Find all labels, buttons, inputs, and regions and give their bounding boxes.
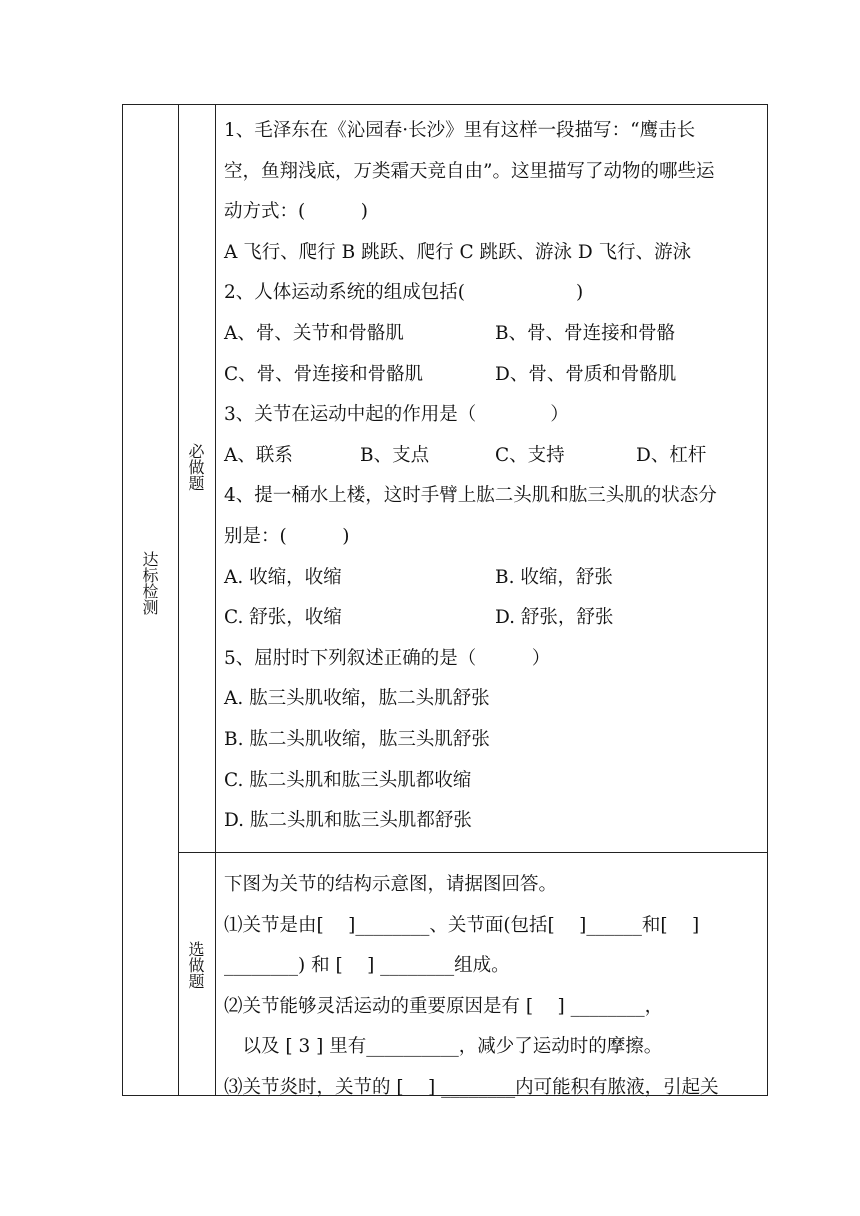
- option: C、骨、骨连接和骨骼肌: [224, 363, 424, 385]
- question-line: A 飞行、爬行 B 跳跃、爬行 C 跳跃、游泳 D 飞行、游泳: [224, 241, 692, 263]
- question-line: 1、毛泽东在《沁园春·长沙》里有这样一段描写：“鹰击长: [224, 120, 696, 141]
- option-row: [216, 598, 767, 639]
- question-line: 以及 [ 3 ] 里有__________，减少了运动时的摩擦。: [224, 1036, 663, 1058]
- question-line: 5、屈肘时下列叙述正确的是（ ）: [224, 647, 551, 669]
- section-label: 达标检测: [140, 551, 159, 615]
- option: D、骨、骨质和骨骼肌: [495, 363, 677, 385]
- question-line: D. 肱二头肌和肱三头肌都舒张: [224, 810, 472, 832]
- optional-questions: [216, 865, 767, 1109]
- question-line: ⑵关节能够灵活运动的重要原因是有 [ ] ________，: [224, 995, 664, 1017]
- option: A. 收缩，收缩: [224, 566, 342, 588]
- option: D、杠杆: [636, 444, 707, 466]
- question-line: 别是：( ): [224, 525, 350, 547]
- option: B、支点: [360, 444, 430, 466]
- option: A、骨、关节和骨骼肌: [224, 322, 404, 344]
- option-row: [216, 314, 767, 355]
- question-line: A. 肱三头肌收缩，肱二头肌舒张: [224, 688, 490, 710]
- optional-label: 选做题: [186, 941, 205, 989]
- question-line: 2、人体运动系统的组成包括( ): [224, 282, 584, 304]
- option: D. 舒张，舒张: [495, 607, 614, 629]
- option: A、联系: [224, 444, 293, 466]
- question-line: 下图为关节的结构示意图，请据图回答。: [224, 874, 558, 895]
- question-line: 动方式：( ): [224, 201, 368, 223]
- option: C、支持: [495, 444, 565, 466]
- option: B、骨、骨连接和骨骼: [495, 322, 676, 344]
- column-divider: [178, 105, 179, 1095]
- option: B. 收缩，舒张: [495, 566, 613, 588]
- option: C. 舒张，收缩: [224, 607, 342, 629]
- question-line: 3、关节在运动中起的作用是（ ）: [224, 404, 569, 426]
- question-line: 4、提一桶水上楼，这时手臂上肱二头肌和肱三头肌的状态分: [224, 485, 717, 507]
- question-line: B. 肱二头肌收缩，肱三头肌舒张: [224, 728, 490, 750]
- option-row: [216, 558, 767, 599]
- option-row: [216, 355, 767, 396]
- question-line: ________) 和 [ ] ________组成。: [224, 955, 510, 977]
- option-row: [216, 436, 767, 477]
- question-line: 空，鱼翔浅底，万类霜天竞自由”。这里描写了动物的哪些运: [224, 160, 715, 182]
- question-line: ⑶关节炎时，关节的 [ ] ________内可能积有脓液，引起关: [224, 1076, 719, 1098]
- required-questions: [216, 111, 767, 842]
- question-line: C. 肱二头肌和肱三头肌都收缩: [224, 769, 472, 791]
- row-divider: [178, 852, 767, 853]
- required-label: 必做题: [186, 443, 205, 491]
- assessment-table: [122, 104, 768, 1096]
- question-line: ⑴关节是由[ ]________、关节面(包括[ ]______和[ ]: [224, 914, 700, 936]
